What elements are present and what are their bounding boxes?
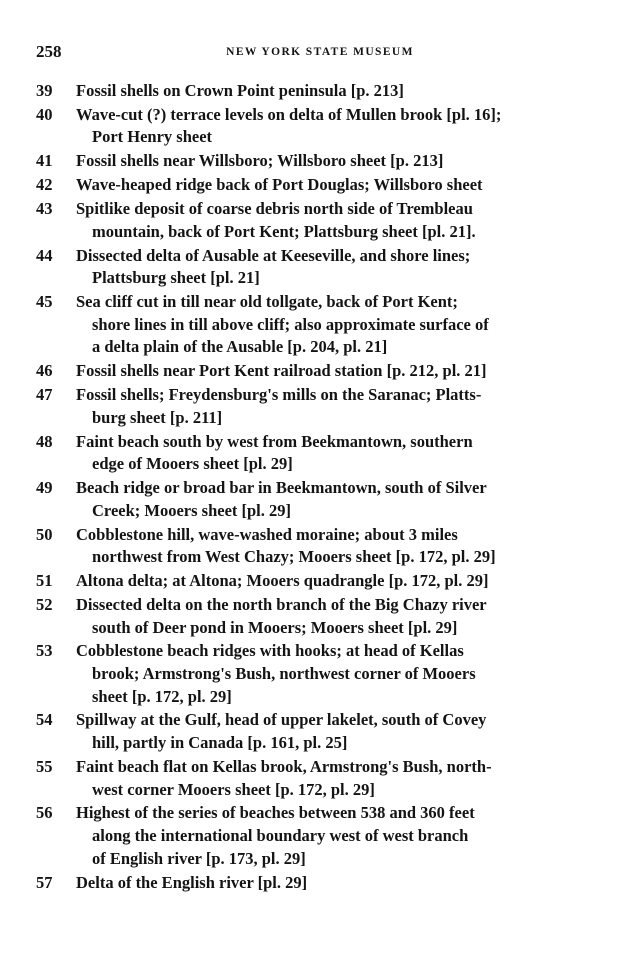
entry-number: 52 bbox=[36, 594, 53, 614]
entry-text bbox=[76, 291, 596, 359]
entry-line: Fossil shells near Port Kent railroad station [p. 212, pl. 21] bbox=[76, 361, 487, 381]
entry-continuation-line: along the international boundary west of west branch bbox=[92, 826, 469, 846]
entry-continuation-line: of English river [p. 173, pl. 29] bbox=[92, 848, 306, 868]
entry-continuation-line: brook; Armstrong's Bush, northwest corner of Mooers bbox=[92, 664, 476, 683]
list-item bbox=[36, 570, 596, 593]
entry-text bbox=[76, 709, 596, 754]
entry-continuation-line: northwest from West Chazy; Mooers sheet [p. 172, pl. 29] bbox=[92, 547, 496, 567]
entry-text bbox=[76, 570, 596, 593]
entry-number: 48 bbox=[36, 431, 53, 451]
entry-number: 53 bbox=[36, 641, 53, 661]
list-item bbox=[36, 80, 596, 103]
entry-continuation-line: hill, partly in Canada [p. 161, pl. 25] bbox=[92, 733, 348, 753]
entry-line: Wave-heaped ridge back of Port Douglas; Willsboro sheet bbox=[76, 175, 483, 195]
running-head: NEW YORK STATE MUSEUM bbox=[226, 46, 414, 58]
list-item bbox=[36, 872, 596, 895]
entry-line: Beach ridge or broad bar in Beekmantown, south of Silver bbox=[76, 478, 487, 498]
entry-continuation-line: a delta plain of the Ausable [p. 204, pl. 21] bbox=[92, 337, 388, 357]
list-item bbox=[36, 104, 596, 149]
entry-text bbox=[76, 80, 596, 103]
entry-line: Spillway at the Gulf, head of upper lakelet, south of Covey bbox=[76, 710, 487, 730]
list-item bbox=[36, 640, 596, 708]
entry-number: 39 bbox=[36, 81, 53, 100]
entry-continuation-line: edge of Mooers sheet [pl. 29] bbox=[92, 454, 293, 474]
entry-line: Fossil shells near Willsboro; Willsboro sheet [p. 213] bbox=[76, 151, 444, 171]
entry-continuation-line: shore lines in till above cliff; also approximate surface of bbox=[92, 314, 489, 334]
entry-text bbox=[76, 524, 596, 569]
entry-continuation-line: sheet [p. 172, pl. 29] bbox=[92, 686, 232, 706]
entry-number: 41 bbox=[36, 151, 53, 171]
list-item bbox=[36, 594, 596, 639]
entry-text bbox=[76, 198, 596, 243]
entry-text bbox=[76, 594, 596, 639]
entry-number: 51 bbox=[36, 571, 53, 591]
entry-text bbox=[76, 431, 596, 476]
entry-continuation-line: west corner Mooers sheet [p. 172, pl. 29] bbox=[92, 779, 375, 799]
list-item bbox=[36, 431, 596, 476]
entry-continuation-line: Creek; Mooers sheet [pl. 29] bbox=[92, 500, 292, 520]
entry-line: Cobblestone beach ridges with hooks; at head of Kellas bbox=[76, 641, 464, 661]
list-item bbox=[36, 802, 596, 870]
entry-number: 56 bbox=[36, 803, 53, 823]
list-item bbox=[36, 524, 596, 569]
entry-line: Delta of the English river [pl. 29] bbox=[76, 872, 308, 892]
entry-line: Sea cliff cut in till near old tollgate, back of Port Kent; bbox=[76, 292, 458, 312]
entry-text bbox=[76, 150, 596, 173]
entry-continuation-line: mountain, back of Port Kent; Plattsburg sheet [pl. 21]. bbox=[92, 221, 476, 241]
entry-number: 47 bbox=[36, 385, 53, 405]
entry-number: 49 bbox=[36, 478, 53, 498]
entry-line: Wave-cut (?) terrace levels on delta of Mullen brook [pl. 16]; bbox=[76, 104, 502, 124]
list-item bbox=[36, 360, 596, 383]
entry-text bbox=[76, 640, 596, 708]
entry-continuation-line: south of Deer pond in Mooers; Mooers sheet [pl. 29] bbox=[92, 617, 458, 637]
entry-number: 43 bbox=[36, 199, 53, 219]
entry-continuation-line: Port Henry sheet bbox=[92, 127, 213, 147]
list-item bbox=[36, 384, 596, 429]
entry-list bbox=[36, 80, 596, 895]
entry-text bbox=[76, 756, 596, 801]
entry-number: 40 bbox=[36, 104, 53, 124]
entry-text bbox=[76, 360, 596, 383]
entry-number: 54 bbox=[36, 710, 53, 730]
entry-number: 55 bbox=[36, 756, 53, 776]
entry-text bbox=[76, 477, 596, 522]
list-item bbox=[36, 477, 596, 522]
entry-line: Spitlike deposit of coarse debris north side of Trembleau bbox=[76, 199, 473, 219]
page-number: 258 bbox=[36, 42, 62, 61]
list-item bbox=[36, 709, 596, 754]
entry-number: 44 bbox=[36, 245, 53, 265]
entry-line: Dissected delta on the north branch of the Big Chazy river bbox=[76, 594, 487, 614]
entry-line: Altona delta; at Altona; Mooers quadrangle [p. 172, pl. 29] bbox=[76, 571, 489, 591]
entry-line: Faint beach south by west from Beekmantown, southern bbox=[76, 431, 473, 451]
entry-line: Dissected delta of Ausable at Keeseville, and shore lines; bbox=[76, 245, 471, 265]
list-item bbox=[36, 174, 596, 197]
entry-text bbox=[76, 872, 596, 895]
entry-text bbox=[76, 384, 596, 429]
entry-number: 42 bbox=[36, 175, 53, 195]
entry-text bbox=[76, 104, 596, 149]
list-item bbox=[36, 150, 596, 173]
entry-number: 57 bbox=[36, 872, 53, 892]
entry-number: 45 bbox=[36, 292, 53, 312]
entry-line: Faint beach flat on Kellas brook, Armstrong's Bush, north- bbox=[76, 756, 492, 776]
entry-text bbox=[76, 245, 596, 290]
entry-number: 50 bbox=[36, 524, 53, 544]
list-item bbox=[36, 245, 596, 290]
entry-text bbox=[76, 802, 596, 870]
list-item bbox=[36, 198, 596, 243]
entry-number: 46 bbox=[36, 361, 53, 381]
list-item bbox=[36, 291, 596, 359]
list-item bbox=[36, 756, 596, 801]
entry-continuation-line: Plattsburg sheet [pl. 21] bbox=[92, 268, 260, 288]
entry-line: Cobblestone hill, wave-washed moraine; about 3 miles bbox=[76, 524, 458, 544]
entry-text bbox=[76, 174, 596, 197]
entry-continuation-line: burg sheet [p. 211] bbox=[92, 407, 223, 427]
entry-line: Fossil shells on Crown Point peninsula [p. 213] bbox=[76, 81, 404, 100]
page-header bbox=[36, 42, 604, 66]
entry-line: Highest of the series of beaches between 538 and 360 feet bbox=[76, 803, 475, 823]
entry-line: Fossil shells; Freydensburg's mills on the Saranac; Platts- bbox=[76, 385, 482, 405]
